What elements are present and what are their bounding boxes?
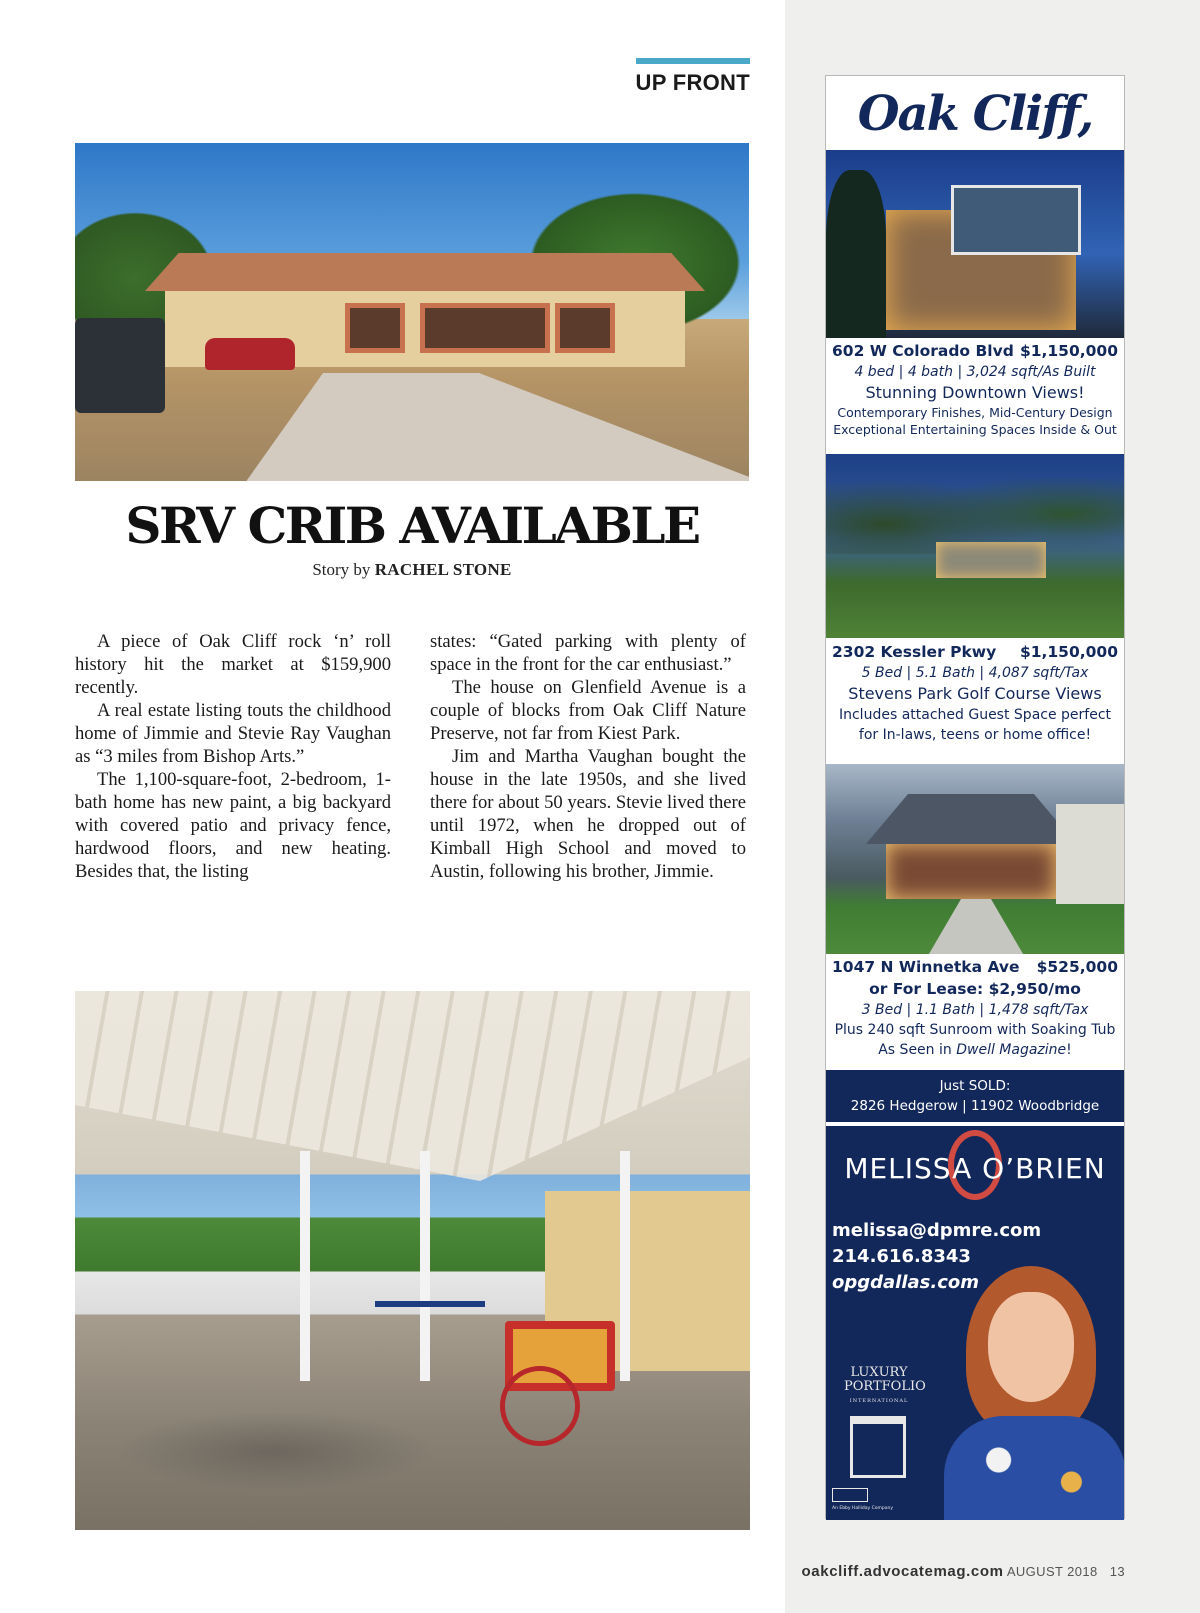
equal-housing-icon <box>832 1488 868 1502</box>
paragraph: Jim and Martha Vaughan bought the house in the late 1950s, and she lived there for about 50 years. Stevie lived there until 1972, when he dropped out of Kimball High School and moved to Austin, following his brother, Jimmie. <box>430 746 746 882</box>
listing-feature: Plus 240 sqft Sunroom with Soaking Tub <box>834 1022 1116 1038</box>
agent-email: melissa@dpmre.com <box>832 1220 1042 1241</box>
listing-2 <box>826 641 1124 763</box>
just-sold-banner <box>826 1070 1124 1122</box>
sold-items: 2826 Hedgerow | 11902 Woodbridge <box>850 1098 1100 1114</box>
article-headline: SRV CRIB AVAILABLE <box>125 496 699 555</box>
section-tag: UP FRONT <box>635 70 750 95</box>
listing-specs: 5 Bed | 5.1 Bath | 4,087 sqft/Tax <box>861 665 1089 681</box>
listing-feature: for In-laws, teens or home office! <box>858 727 1092 743</box>
agent-website: opgdallas.com <box>832 1272 979 1293</box>
listing-price: $1,150,000 <box>1019 643 1118 661</box>
real-estate-ad <box>825 75 1125 1519</box>
listing-headline: Stevens Park Golf Course Views <box>848 684 1102 703</box>
listing-2-photo <box>826 454 1124 638</box>
ad-title: Oak Cliff, <box>857 86 1093 142</box>
company-line: An Ebby Halliday Company <box>832 1506 894 1511</box>
footer-site: oakcliff.advocatemag.com <box>801 1563 1004 1580</box>
listing-feature: Exceptional Entertaining Spaces Inside & Out <box>833 422 1117 437</box>
luxury-portfolio-logo: LUXURY PORTFOLIO INTERNATIONAL <box>844 1365 926 1404</box>
section-tag-bar <box>636 58 750 64</box>
agent-portrait <box>944 1266 1124 1520</box>
paragraph: A real estate listing touts the childhood home of Jimmie and Stevie Ray Vaughan as “3 miles from Bishop Arts.” <box>75 700 391 767</box>
agent-phone: 214.616.8343 <box>832 1246 971 1267</box>
house-front-photo <box>75 143 749 481</box>
sold-label: Just SOLD: <box>939 1078 1011 1094</box>
listing-specs: 4 bed | 4 bath | 3,024 sqft/As Built <box>854 364 1096 380</box>
byline-prefix: Story by <box>312 560 371 579</box>
listing-address: 602 W Colorado Blvd <box>832 342 1014 360</box>
covered-patio-photo <box>75 991 750 1530</box>
paragraph: A piece of Oak Cliff rock ‘n’ roll history hit the market at $159,900 recently. <box>75 631 391 698</box>
page-number: 13 <box>1109 1564 1125 1579</box>
listing-price: $525,000 <box>1036 958 1118 976</box>
listing-feature: As Seen in Dwell Magazine! <box>878 1042 1072 1058</box>
listing-1 <box>826 340 1124 454</box>
paragraph: The 1,100-square-foot, 2-bedroom, 1-bath home has new paint, a big backyard with covered patio and privacy fence, hardwood floors, and new heating. Besides that, the listing <box>75 769 391 882</box>
column-logo-icon <box>850 1416 906 1478</box>
agent-name: MELISSA O’BRIEN <box>844 1152 1106 1185</box>
listing-3 <box>826 956 1124 1068</box>
listing-lease: or For Lease: $2,950/mo <box>869 980 1081 998</box>
listing-price: $1,150,000 <box>1019 342 1118 360</box>
listing-address: 1047 N Winnetka Ave <box>832 958 1020 976</box>
byline-author: RACHEL STONE <box>374 560 512 579</box>
article-column-2 <box>430 630 746 883</box>
listing-feature: Includes attached Guest Space perfect <box>838 707 1112 723</box>
agent-panel <box>826 1126 1124 1520</box>
listing-headline: Stunning Downtown Views! <box>865 383 1085 402</box>
listing-1-photo <box>826 150 1124 338</box>
page-footer <box>700 1563 1125 1580</box>
listing-specs: 3 Bed | 1.1 Bath | 1,478 sqft/Tax <box>861 1002 1089 1018</box>
listing-3-photo <box>826 764 1124 954</box>
article-byline <box>75 560 749 580</box>
listing-address: 2302 Kessler Pkwy <box>832 643 997 661</box>
paragraph: The house on Glenfield Avenue is a couple of blocks from Oak Cliff Nature Preserve, not far from Kiest Park. <box>430 677 746 744</box>
listing-feature: Contemporary Finishes, Mid-Century Design <box>837 405 1113 420</box>
footer-issue: AUGUST 2018 <box>1006 1564 1098 1579</box>
paragraph: states: “Gated parking with plenty of space in the front for the car enthusiast.” <box>430 631 746 675</box>
article-column-1 <box>75 630 391 883</box>
